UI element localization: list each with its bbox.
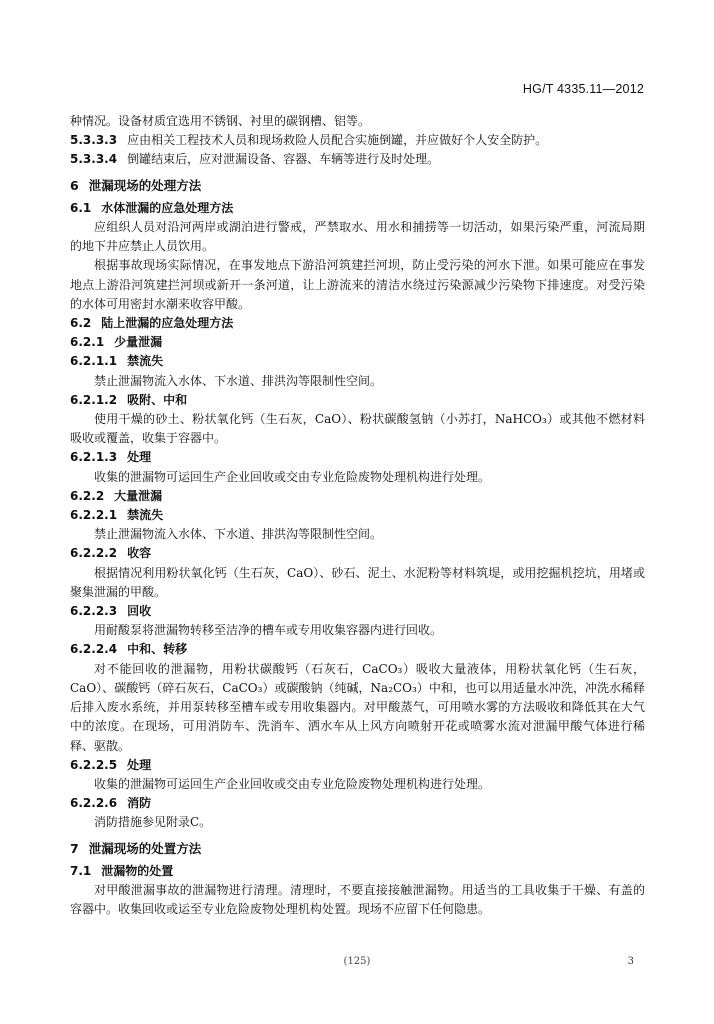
section-number: 6.2.1.2 — [70, 392, 118, 407]
footer-code: (125) — [343, 956, 371, 967]
section-heading-h4 — [70, 506, 645, 525]
section-number: 6.2.1.3 — [70, 450, 118, 465]
section-heading-h4 — [70, 602, 645, 621]
paragraph: 禁止泄漏物流入水体、下水道、排洪沟等限制性空间。 — [94, 373, 383, 388]
paragraph: 对甲酸泄漏事故的泄漏物进行清理。清理时，不要直接接触泄漏物。用适当的工具收集于干燥、有盖的容器中。收集回收或运至专业危险废物处理机构处置。现场不应留下任何隐患。 — [70, 882, 645, 917]
section-heading-h4 — [70, 544, 645, 563]
page-number: 3 — [627, 956, 634, 967]
paragraph: 使用干燥的砂土、粉状氧化钙（生石灰，CaO）、粉状碳酸氢钠（小苏打，NaHCO₃）或其他不燃材料吸收或覆盖，收集于容器中。 — [70, 412, 645, 446]
section-title: 泄漏现场的处理方法 — [88, 177, 202, 193]
paragraph: 对不能回收的泄漏物，用粉状碳酸钙（石灰石，CaCO₃）吸收大量液体，用粉状氧化钙（生石灰，CaO）、碳酸钙（碎石灰石，CaCO₃）或碳酸钠（纯碱，Na₂CO₃）中和，也可以用适量水冲洗，冲洗水稀释后排入废水系统，并用泵转移至槽车或专用收集器内。对甲酸蒸气，可用喷水雾的方法吸收和降低其在大气中的浓度。在现场，可用消防车、洗消车、洒水车从上风方向喷射开花或喷雾水流对泄漏甲酸气体进行稀释、驱散。 — [70, 661, 645, 753]
section-heading-h4 — [70, 352, 645, 371]
section-title: 禁流失 — [127, 354, 164, 369]
clause-text: 应由相关工程技术人员和现场救险人员配合实施倒罐，并应做好个人安全防护。 — [127, 133, 548, 148]
section-title: 消防 — [127, 796, 152, 811]
section-number: 6.2.2.1 — [70, 508, 118, 523]
section-title: 禁流失 — [127, 508, 164, 523]
section-heading-h4 — [70, 756, 645, 775]
section-number: 6.1 — [70, 200, 92, 215]
section-title: 处理 — [127, 757, 152, 772]
paragraph: 应组织人员对沿河两岸或湖泊进行警戒，严禁取水、用水和捕捞等一切活动，如果污染严重，河流局期的地下井应禁止人员饮用。 — [70, 220, 645, 254]
document-body — [70, 112, 645, 919]
section-number: 6.2.1 — [70, 335, 105, 350]
section-title: 水体泄漏的应急处理方法 — [101, 200, 234, 215]
section-heading-h4 — [70, 794, 645, 813]
section-heading-h3 — [70, 487, 645, 506]
section-number: 6.2.2.4 — [70, 642, 118, 657]
paragraph: 根据事故现场实际情况，在事发地点下游沿河筑建拦河坝，防止受污染的河水下泄。如果可能应在事发地点上游沿河筑建拦河坝或新开一条河道，让上游流来的清洁水绕过污染源减少污染物下排速度。对受污染的水体可用密封水潮来收容甲酸。 — [70, 258, 645, 311]
section-heading-h1 — [70, 839, 645, 858]
section-heading-h4 — [70, 640, 645, 659]
clause-text: 倒罐结束后，应对泄漏设备、容器、车辆等进行及时处理。 — [127, 152, 440, 167]
section-title: 陆上泄漏的应急处理方法 — [101, 316, 234, 331]
section-number: 6.2.2.2 — [70, 546, 118, 561]
section-number: 6 — [70, 177, 79, 193]
clause-number: 5.3.3.4 — [70, 152, 118, 167]
section-number: 6.2.2.3 — [70, 604, 118, 619]
section-number: 6.2.2.6 — [70, 796, 118, 811]
section-number: 6.2.1.1 — [70, 354, 118, 369]
section-title: 中和、转移 — [127, 642, 188, 657]
section-heading-h1 — [70, 176, 645, 195]
clause — [70, 131, 645, 150]
section-title: 收容 — [127, 546, 152, 561]
section-title: 少量泄漏 — [114, 335, 163, 350]
section-heading-h2 — [70, 862, 645, 881]
section-number: 6.2 — [70, 316, 92, 331]
section-title: 吸附、中和 — [127, 392, 188, 407]
paragraph: 收集的泄漏物可运回生产企业回收或交由专业危险废物处理机构进行处理。 — [94, 469, 491, 484]
section-number: 7 — [70, 840, 79, 856]
section-heading-h2 — [70, 199, 645, 218]
paragraph: 消防措施参见附录C。 — [94, 815, 212, 830]
clause-number: 5.3.3.3 — [70, 133, 118, 148]
section-heading-h4 — [70, 391, 645, 410]
clause — [70, 150, 645, 169]
section-number: 6.2.2.5 — [70, 757, 118, 772]
paragraph: 种情况。设备材质宜选用不锈钢、衬里的碳钢槽、铝等。 — [70, 114, 371, 128]
section-heading-h2 — [70, 314, 645, 333]
paragraph: 收集的泄漏物可运回生产企业回收或交由专业危险废物处理机构进行处理。 — [94, 776, 491, 791]
paragraph: 禁止泄漏物流入水体、下水道、排洪沟等限制性空间。 — [94, 527, 383, 542]
paragraph: 根据情况利用粉状氧化钙（生石灰，CaO）、砂石、泥土、水泥粉等材料筑堤，或用挖掘机挖坑，用堵或聚集泄漏的甲酸。 — [70, 565, 645, 599]
section-number: 6.2.2 — [70, 488, 105, 503]
paragraph: 用耐酸泵将泄漏物转移至洁净的槽车或专用收集容器内进行回收。 — [94, 623, 443, 638]
section-heading-h3 — [70, 333, 645, 352]
section-title: 泄漏现场的处置方法 — [88, 840, 202, 856]
section-title: 泄漏物的处置 — [101, 863, 174, 878]
section-number: 7.1 — [70, 863, 92, 878]
standard-number: HG/T 4335.11—2012 — [522, 82, 644, 96]
section-title: 处理 — [127, 450, 152, 465]
section-heading-h4 — [70, 448, 645, 467]
section-title: 回收 — [127, 604, 152, 619]
section-title: 大量泄漏 — [114, 488, 163, 503]
